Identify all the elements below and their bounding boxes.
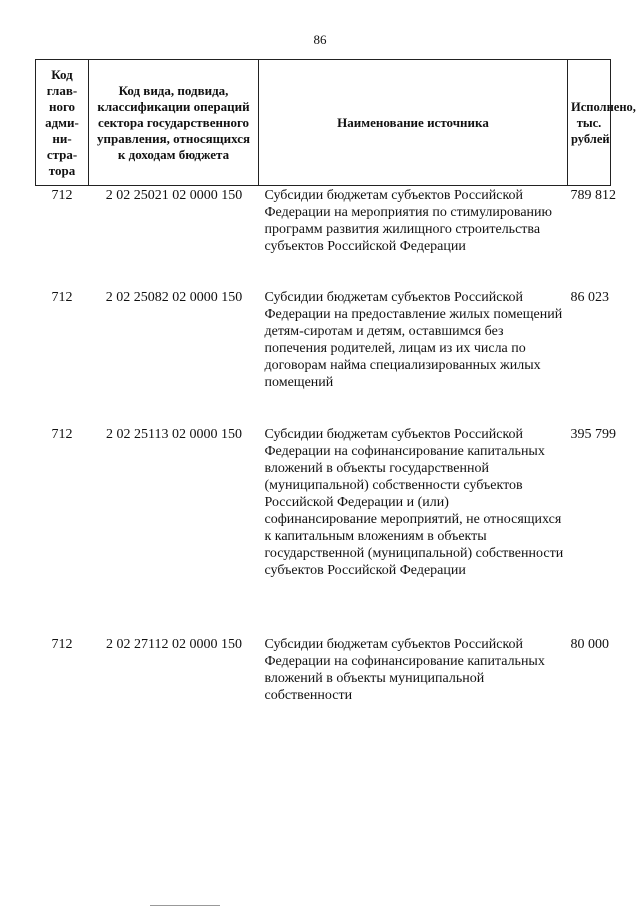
- amount-cell: 789 812: [570, 188, 616, 203]
- admin-code-cell: 712: [51, 427, 73, 442]
- kbk-cell: 2 02 27112 02 0000 150: [106, 637, 242, 652]
- page-number: 86: [313, 32, 327, 47]
- kbk-cell: 2 02 25113 02 0000 150: [106, 427, 242, 442]
- amount-cell: 395 799: [570, 427, 616, 442]
- amount-cell: 80 000: [570, 637, 609, 652]
- header-kbk: Код вида, подвида, классификации операций сектора государственного управления, относящихся к доходам бюджета: [89, 60, 259, 186]
- table-row: [36, 289, 611, 426]
- amount-cell: 86 023: [570, 290, 609, 305]
- source-name-cell: Субсидии бюджетам субъектов Российской Федерации на софинансирование капитальных вложений в объекты государственной (муниципальной) собственности субъектов Российской Федерации и (или) софинансирование мероприятий, не относящихся к капитальным вложениям в объекты государственной (муниципальной) собственности субъектов Российской Федерации: [264, 427, 564, 578]
- header-admin-code: Код глав-ного адми-ни-стра-тора: [36, 60, 89, 186]
- admin-code-cell: 712: [51, 188, 73, 203]
- header-amount: Исполнено, тыс. рублей: [568, 60, 611, 186]
- revenue-table: [35, 59, 636, 736]
- source-name-cell: Субсидии бюджетам субъектов Российской Федерации на предоставление жилых помещений детям-сиротам и детям, оставшимся без попечения родителей, лицам из их числа по договорам найма специализированных жилых помещений: [264, 290, 563, 390]
- table-row: [36, 636, 611, 736]
- source-name-cell: Субсидии бюджетам субъектов Российской Федерации на мероприятия по стимулированию программ развития жилищного строительства субъектов Российской Федерации: [264, 188, 552, 254]
- kbk-cell: 2 02 25082 02 0000 150: [105, 290, 243, 305]
- kbk-cell: 2 02 25021 02 0000 150: [105, 188, 243, 203]
- header-source-name: Наименование источника: [259, 60, 568, 186]
- table-row: [36, 186, 611, 290]
- table-header: [36, 60, 636, 186]
- admin-code-cell: 712: [51, 637, 73, 652]
- admin-code-cell: 712: [51, 290, 73, 305]
- footer-rule: [150, 905, 220, 906]
- source-name-cell: Субсидии бюджетам субъектов Российской Федерации на софинансирование капитальных вложений в объекты муниципальной собственности: [264, 637, 545, 703]
- table-row: [36, 426, 611, 636]
